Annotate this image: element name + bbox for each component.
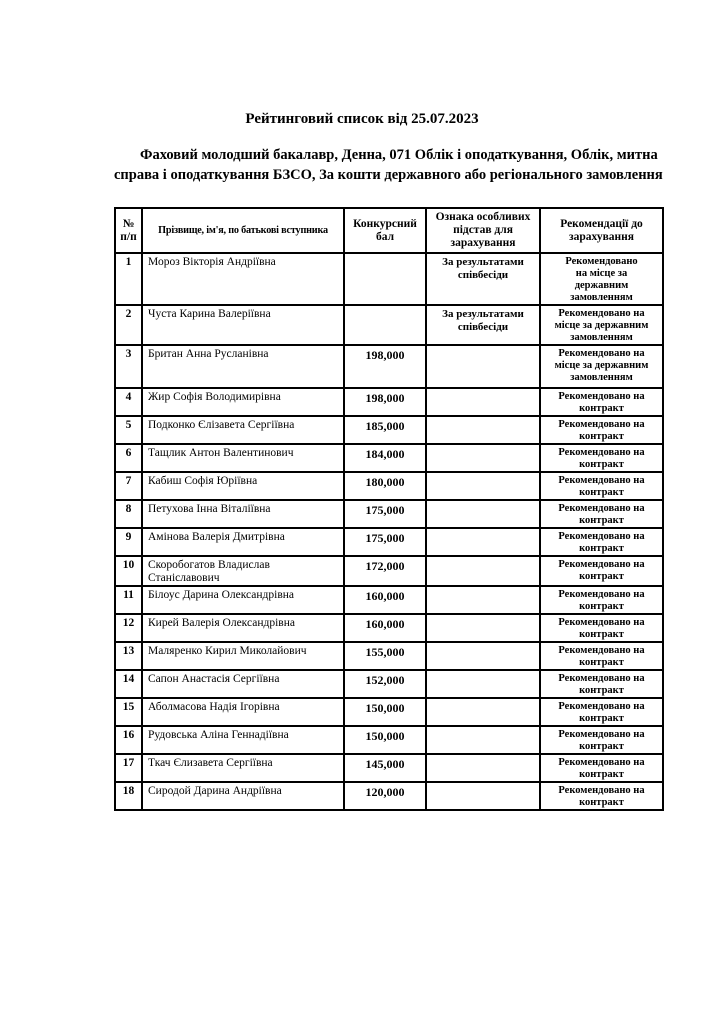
row-number-cell: 1 [115, 253, 142, 305]
special-grounds-cell [426, 698, 540, 726]
special-grounds-cell [426, 472, 540, 500]
applicant-name-cell: Тащлик Антон Валентинович [142, 444, 344, 472]
row-number-cell: 3 [115, 345, 142, 388]
special-grounds-cell [426, 782, 540, 810]
document-subtitle: Фаховий молодший бакалавр, Денна, 071 Облік і оподаткування, Облік, митна справа і оподаткування БЗСО, За кошти державного або регіонального замовлення [114, 147, 663, 183]
score-cell: 175,000 [344, 500, 426, 528]
table-body [115, 253, 663, 810]
table-row [115, 416, 663, 444]
score-cell: 150,000 [344, 698, 426, 726]
recommendation-cell: Рекомендовано на контракт [540, 642, 663, 670]
header-recommendation: Рекомендації до зарахування [540, 208, 663, 253]
applicant-name-cell: Білоус Дарина Олександрівна [142, 586, 344, 614]
row-number-cell: 14 [115, 670, 142, 698]
document-title: Рейтинговий список від 25.07.2023 [245, 111, 479, 127]
recommendation-cell: Рекомендовано на контракт [540, 556, 663, 586]
applicant-name-cell: Подконко Єлізавета Сергіївна [142, 416, 344, 444]
recommendation-cell: Рекомендовано на контракт [540, 472, 663, 500]
applicant-name-cell: Жир Софія Володимирівна [142, 388, 344, 416]
row-number-cell: 8 [115, 500, 142, 528]
recommendation-cell: Рекомендовано на місце за державним замовленням [540, 305, 663, 345]
special-grounds-cell [426, 416, 540, 444]
recommendation-cell: Рекомендовано на контракт [540, 782, 663, 810]
table-row [115, 253, 663, 305]
row-number-cell: 15 [115, 698, 142, 726]
table-row [115, 754, 663, 782]
recommendation-cell: Рекомендовано на контракт [540, 444, 663, 472]
header-applicant-name: Прізвище, ім'я, по батькові вступника [142, 208, 344, 253]
special-grounds-cell [426, 726, 540, 754]
table-row [115, 500, 663, 528]
recommendation-cell: Рекомендовано на контракт [540, 614, 663, 642]
row-number-cell: 7 [115, 472, 142, 500]
special-grounds-cell [426, 670, 540, 698]
row-number-cell: 4 [115, 388, 142, 416]
score-cell: 180,000 [344, 472, 426, 500]
row-number-cell: 17 [115, 754, 142, 782]
table-row [115, 528, 663, 556]
special-grounds-cell [426, 345, 540, 388]
special-grounds-cell [426, 444, 540, 472]
table-row [115, 388, 663, 416]
special-grounds-cell [426, 586, 540, 614]
table-row [115, 472, 663, 500]
special-grounds-cell [426, 500, 540, 528]
row-number-cell: 10 [115, 556, 142, 586]
special-grounds-cell [426, 754, 540, 782]
recommendation-cell: Рекомендовано на контракт [540, 528, 663, 556]
table-row [115, 614, 663, 642]
recommendation-cell: Рекомендовано на місце за державним замовленням [540, 345, 663, 388]
applicant-name-cell: Амінова Валерія Дмитрівна [142, 528, 344, 556]
applicant-name-cell: Чуста Карина Валеріївна [142, 305, 344, 345]
table-row [115, 670, 663, 698]
score-cell [344, 253, 426, 305]
row-number-cell: 18 [115, 782, 142, 810]
row-number-cell: 12 [115, 614, 142, 642]
special-grounds-cell [426, 642, 540, 670]
score-cell: 155,000 [344, 642, 426, 670]
special-grounds-cell: За результатами співбесіди [426, 305, 540, 345]
score-cell: 184,000 [344, 444, 426, 472]
score-cell: 150,000 [344, 726, 426, 754]
table-row [115, 444, 663, 472]
row-number-cell: 6 [115, 444, 142, 472]
special-grounds-cell [426, 388, 540, 416]
special-grounds-cell [426, 528, 540, 556]
score-cell: 160,000 [344, 586, 426, 614]
recommendation-cell: Рекомендовано на місце за державним замовленням [540, 253, 663, 305]
score-cell: 172,000 [344, 556, 426, 586]
applicant-name-cell: Скоробогатов Владислав Станіславович [142, 556, 344, 586]
score-cell: 198,000 [344, 345, 426, 388]
table-header-row [115, 208, 663, 253]
table-row [115, 586, 663, 614]
score-cell [344, 305, 426, 345]
table-row [115, 305, 663, 345]
recommendation-cell: Рекомендовано на контракт [540, 416, 663, 444]
recommendation-cell: Рекомендовано на контракт [540, 670, 663, 698]
recommendation-cell: Рекомендовано на контракт [540, 726, 663, 754]
table-row [115, 782, 663, 810]
header-competitive-score: Конкурсний бал [344, 208, 426, 253]
table-row [115, 726, 663, 754]
score-cell: 145,000 [344, 754, 426, 782]
row-number-cell: 16 [115, 726, 142, 754]
header-special-grounds: Ознака особливих підстав для зарахування [426, 208, 540, 253]
applicant-name-cell: Рудовська Аліна Геннадіївна [142, 726, 344, 754]
score-cell: 198,000 [344, 388, 426, 416]
score-cell: 175,000 [344, 528, 426, 556]
applicant-name-cell: Мороз Вікторія Андріївна [142, 253, 344, 305]
row-number-cell: 9 [115, 528, 142, 556]
applicant-name-cell: Аболмасова Надія Ігорівна [142, 698, 344, 726]
score-cell: 152,000 [344, 670, 426, 698]
recommendation-cell: Рекомендовано на контракт [540, 698, 663, 726]
applicant-name-cell: Сиродой Дарина Андріївна [142, 782, 344, 810]
row-number-cell: 2 [115, 305, 142, 345]
ranking-table [114, 207, 664, 811]
applicant-name-cell: Кирей Валерія Олександрівна [142, 614, 344, 642]
header-number: № п/п [115, 208, 142, 253]
special-grounds-cell [426, 556, 540, 586]
score-cell: 160,000 [344, 614, 426, 642]
recommendation-cell: Рекомендовано на контракт [540, 586, 663, 614]
row-number-cell: 5 [115, 416, 142, 444]
applicant-name-cell: Маляренко Кирил Миколайович [142, 642, 344, 670]
special-grounds-cell [426, 614, 540, 642]
applicant-name-cell: Кабиш Софія Юріївна [142, 472, 344, 500]
recommendation-cell: Рекомендовано на контракт [540, 754, 663, 782]
table-row [115, 642, 663, 670]
row-number-cell: 13 [115, 642, 142, 670]
recommendation-cell: Рекомендовано на контракт [540, 388, 663, 416]
recommendation-cell: Рекомендовано на контракт [540, 500, 663, 528]
applicant-name-cell: Сапон Анастасія Сергіївна [142, 670, 344, 698]
applicant-name-cell: Петухова Інна Віталіївна [142, 500, 344, 528]
row-number-cell: 11 [115, 586, 142, 614]
applicant-name-cell: Британ Анна Русланівна [142, 345, 344, 388]
table-row [115, 345, 663, 388]
score-cell: 120,000 [344, 782, 426, 810]
score-cell: 185,000 [344, 416, 426, 444]
table-row [115, 556, 663, 586]
special-grounds-cell: За результатами співбесіди [426, 253, 540, 305]
table-row [115, 698, 663, 726]
applicant-name-cell: Ткач Єлизавета Сергіївна [142, 754, 344, 782]
